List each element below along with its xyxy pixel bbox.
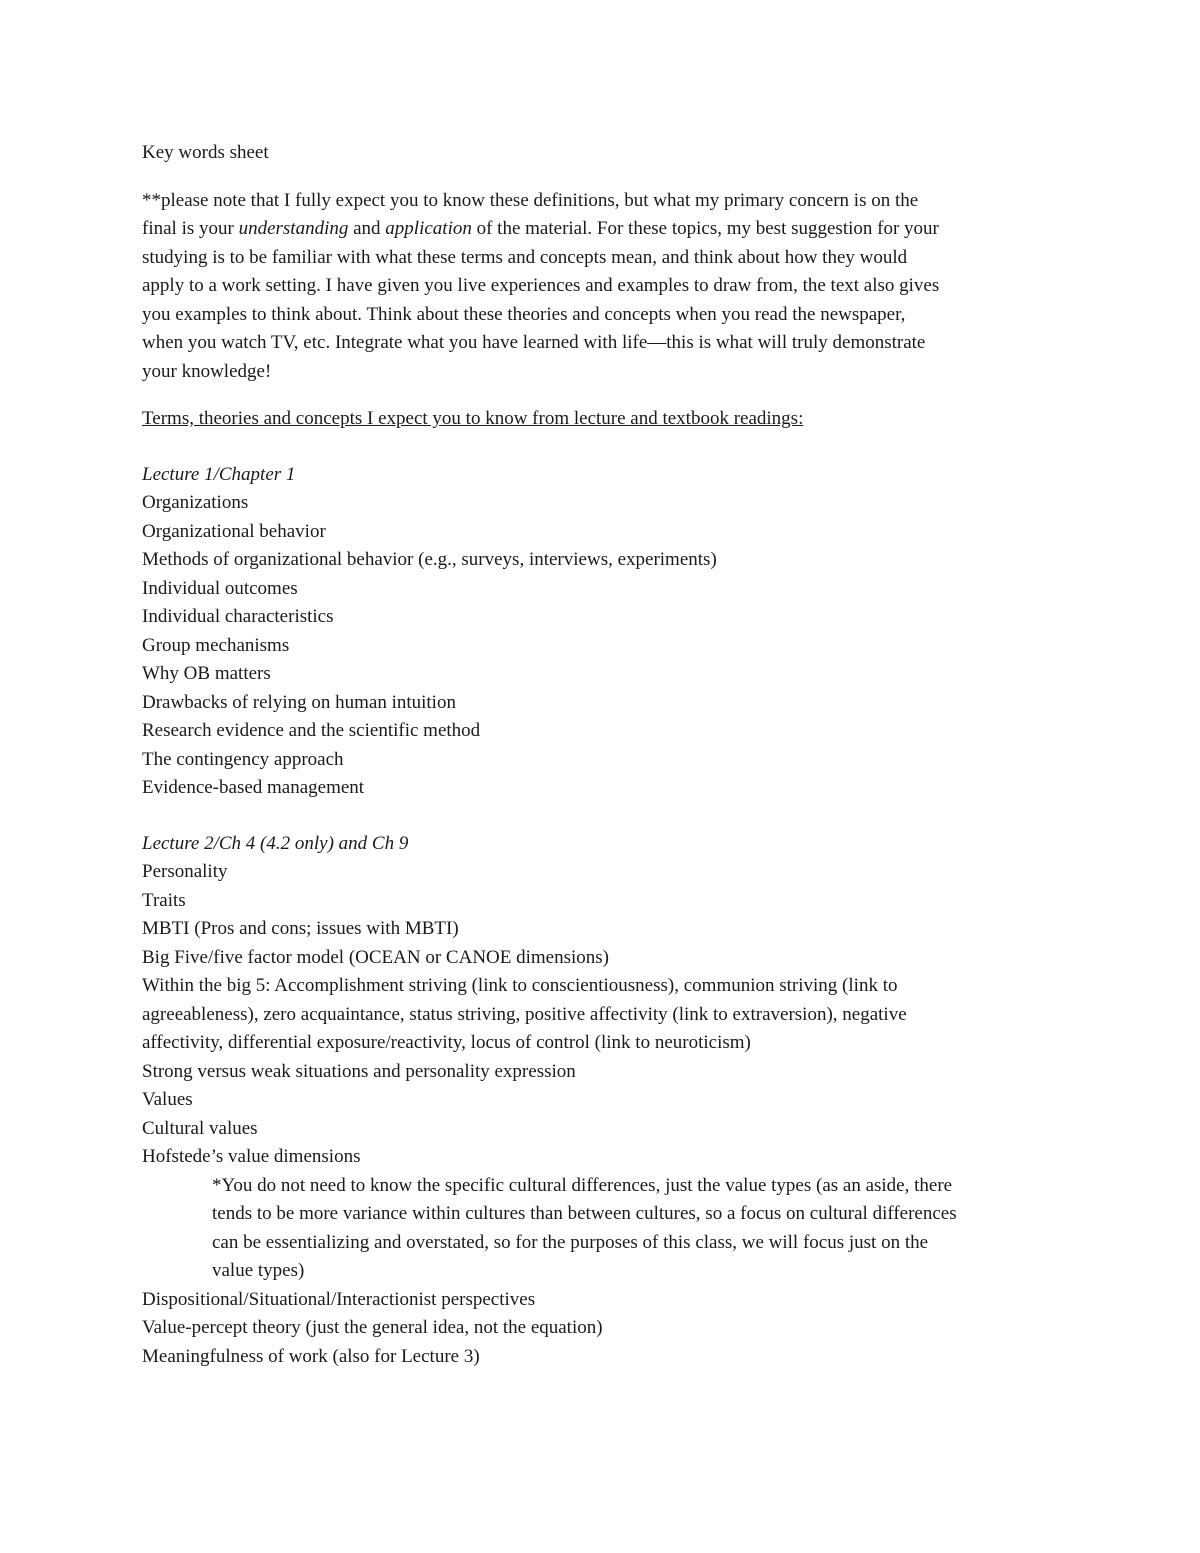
list-item: MBTI (Pros and cons; issues with MBTI) xyxy=(142,918,459,939)
list-item: Traits xyxy=(142,889,186,911)
intro-line xyxy=(142,187,1062,216)
intro-line xyxy=(142,244,1062,273)
note-line: tends to be more variance within cultures than between cultures, so a focus on cultural differences xyxy=(212,1203,957,1224)
list-item: Dispositional/Situational/Interactionist perspectives xyxy=(142,1288,536,1310)
intro-line xyxy=(142,301,1062,330)
intro-text: **please note that I fully expect you to know these definitions, but what my primary concern is on the xyxy=(142,189,919,211)
list-item: Why OB matters xyxy=(142,663,271,684)
intro-line xyxy=(142,329,1062,358)
list-item: Big Five/five factor model (OCEAN or CANOE dimensions) xyxy=(142,946,610,968)
intro-line xyxy=(142,358,1062,387)
section-lecture-1 xyxy=(142,461,1062,803)
list-item: Drawbacks of relying on human intuition xyxy=(142,691,456,713)
list-item: agreeableness), zero acquaintance, status striving, positive affectivity (link to extraversion), negative xyxy=(142,1003,907,1025)
intro-text: and xyxy=(348,218,386,239)
intro-text: your knowledge! xyxy=(142,360,272,382)
intro-text: of the material. For these topics, my best suggestion for your xyxy=(471,218,939,239)
intro-line xyxy=(142,272,1062,301)
list-item: Strong versus weak situations and personality expression xyxy=(142,1060,576,1082)
document-title: Key words sheet xyxy=(142,142,269,163)
list-item: Values xyxy=(142,1089,193,1110)
list-item: Individual characteristics xyxy=(142,606,334,627)
list-item: Value-percept theory (just the general idea, not the equation) xyxy=(142,1317,603,1338)
emphasis-application: application xyxy=(385,218,472,239)
list-item: Meaningfulness of work (also for Lecture 3) xyxy=(142,1345,480,1367)
list-item: Hofstede’s value dimensions xyxy=(142,1146,361,1167)
list-item: Methods of organizational behavior (e.g., surveys, interviews, experiments) xyxy=(142,549,717,570)
list-item: Individual outcomes xyxy=(142,577,298,599)
list-item: Evidence-based management xyxy=(142,777,365,798)
list-item: Organizational behavior xyxy=(142,520,326,542)
terms-heading: Terms, theories and concepts I expect you to know from lecture and textbook readings: xyxy=(142,408,804,429)
note-line: can be essentializing and overstated, so for the purposes of this class, we will focus just on the xyxy=(212,1231,929,1253)
section-lecture-2 xyxy=(142,830,1062,1372)
section-heading: Lecture 1/Chapter 1 xyxy=(142,463,296,485)
document-page xyxy=(142,139,1062,1371)
list-item: Cultural values xyxy=(142,1117,258,1139)
list-item: Personality xyxy=(142,861,228,882)
emphasis-understanding: understanding xyxy=(238,218,349,239)
cultural-note xyxy=(142,1172,1062,1286)
intro-text: apply to a work setting. I have given you live experiences and examples to draw from, the text also gives xyxy=(142,275,940,296)
note-line: *You do not need to know the specific cultural differences, just the value types (as an aside, there xyxy=(212,1174,953,1196)
section-heading: Lecture 2/Ch 4 (4.2 only) and Ch 9 xyxy=(142,832,409,854)
intro-text: studying is to be familiar with what these terms and concepts mean, and think about how they would xyxy=(142,246,908,268)
intro-text: you examples to think about. Think about these theories and concepts when you read the newspaper, xyxy=(142,303,906,325)
note-line: value types) xyxy=(212,1260,305,1281)
list-item: Group mechanisms xyxy=(142,634,290,656)
list-item: The contingency approach xyxy=(142,748,344,770)
list-item: Research evidence and the scientific method xyxy=(142,720,481,741)
intro-line xyxy=(142,215,1062,244)
list-item: affectivity, differential exposure/reactivity, locus of control (link to neuroticism) xyxy=(142,1032,751,1053)
list-item: Within the big 5: Accomplishment striving (link to conscientiousness), communion striving (link to xyxy=(142,975,898,996)
intro-text: when you watch TV, etc. Integrate what you have learned with life—this is what will truly demonstrate xyxy=(142,332,926,353)
intro-paragraph xyxy=(142,187,1062,387)
list-item: Organizations xyxy=(142,492,249,513)
intro-text: final is your xyxy=(142,218,239,239)
